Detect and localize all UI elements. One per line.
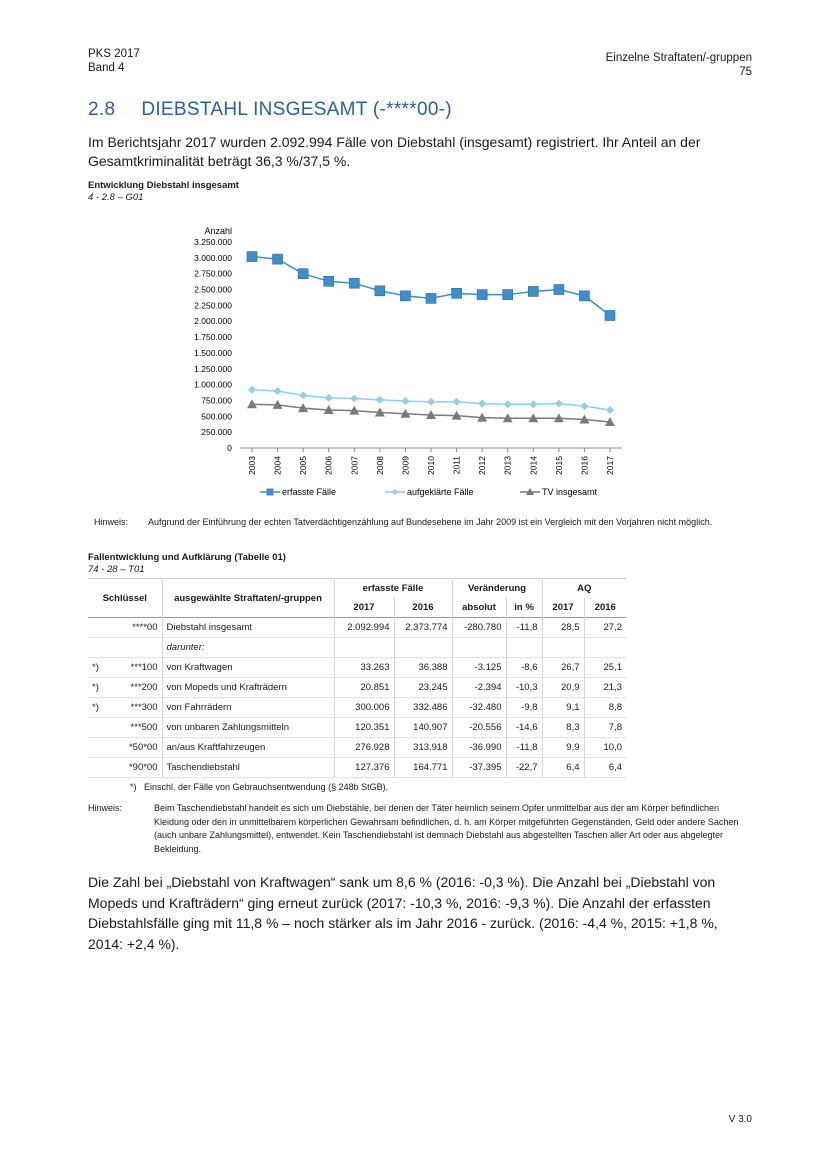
y-tick-label: 500.000 [201,411,232,422]
data-point-square [452,288,462,298]
x-tick-label: 2008 [374,456,385,475]
cell-pct: -14,6 [506,718,542,738]
cell-aq17: 8,3 [542,718,584,738]
data-point-square [426,293,436,303]
footnote-text: Einschl. der Fälle von Gebrauchsentwendung (§ 248b StGB). [144,782,389,792]
data-point-square [400,291,410,301]
version-label: V 3.0 [728,1114,752,1125]
cell-c2016: 332.486 [394,698,452,718]
cell-aq17: 9,9 [542,738,584,758]
cell-mark [88,618,118,638]
y-tick-label: 1.250.000 [194,363,232,374]
cell-c2017: 20.851 [334,678,394,698]
data-point-square [477,290,487,300]
y-tick-label: 2.000.000 [194,316,232,327]
cell-aq16: 27,2 [584,618,626,638]
cell-c2017: 33.263 [334,658,394,678]
cell-pct: -11,8 [506,738,542,758]
y-tick-label: 2.500.000 [194,284,232,295]
y-tick-label: 2.250.000 [194,300,232,311]
chart-caption-title: Entwicklung Diebstahl insgesamt [88,180,239,191]
section-heading: DIEBSTAHL INSGESAMT (-****00-) [141,99,452,120]
header-percent: in % [506,598,542,618]
y-tick-label: 750.000 [201,395,232,406]
cell-abs: -280.780 [452,618,506,638]
data-point-diamond [325,394,333,402]
data-point-diamond [606,406,614,414]
table-caption-code: 74 - 28 – T01 [88,564,145,575]
x-tick-label: 2005 [298,456,309,475]
legend-label: aufgeklärte Fälle [407,487,474,497]
cell-abs: -20.556 [452,718,506,738]
table-caption [88,552,286,576]
cell-name: von Fahrrädern [162,698,334,718]
data-point-diamond [427,398,435,406]
legend-label: erfasste Fälle [282,487,337,497]
cell-pct: -11,8 [506,618,542,638]
cell-key: ***500 [130,722,158,733]
section-title [88,99,452,121]
line-chart [160,222,640,504]
cell-key: ****00 [132,622,158,633]
header-right [606,51,752,79]
cell-aq17: 6,4 [542,758,584,778]
cell-aq17: 26,7 [542,658,584,678]
data-point-square [298,269,308,279]
cell-aq16: 8,8 [584,698,626,718]
cell-c2017: 120.351 [334,718,394,738]
cell-c2016: 140.907 [394,718,452,738]
cell-abs: -36.990 [452,738,506,758]
y-tick-label: 1.000.000 [194,379,232,390]
cell-pct: -9,8 [506,698,542,718]
cell-name: Diebstahl insgesamt [162,618,334,638]
x-tick-label: 2009 [400,456,411,475]
y-tick-label: 3.000.000 [194,252,232,263]
cell-aq17: 28,5 [542,618,584,638]
x-tick-label: 2014 [528,456,539,475]
x-tick-label: 2010 [426,456,436,475]
data-point-square [605,311,615,321]
data-point-square [324,276,334,286]
cell-c2017: 127.376 [334,758,394,778]
cell-mark: *) [92,702,99,713]
cell-c2017: 276.928 [334,738,394,758]
x-tick-label: 2013 [502,456,513,475]
data-point-diamond [478,400,486,408]
header-change: Veränderung [452,579,542,599]
data-point-diamond [555,400,563,408]
data-point-diamond [401,397,409,405]
cell-key: ***300 [130,702,158,713]
cell-mark: *) [92,682,99,693]
cell-key: ***100 [130,662,158,673]
x-tick-label: 2006 [323,456,334,475]
cell-c2017: 300.006 [334,698,394,718]
data-table [88,578,626,778]
hint-table [88,802,748,856]
cell-aq16: 10,0 [584,738,626,758]
y-tick-label: 0 [227,443,232,453]
table-row [88,738,626,758]
data-point-square [503,290,513,300]
cell-pct: -10,3 [506,678,542,698]
table-row [88,758,626,778]
header-key: Schlüssel [88,579,162,618]
report-name: PKS 2017 [88,48,140,60]
header-2016: 2016 [394,598,452,618]
legend-marker [267,489,274,496]
intro-paragraph: Im Berichtsjahr 2017 wurden 2.092.994 Fälle von Diebstahl (insgesamt) registriert. Ihr Anteil an der Gesamtkriminalität beträgt 36,3 %/37,5 %. [88,134,701,169]
cell-abs: -3.125 [452,658,506,678]
y-tick-label: 3.250.000 [194,237,232,247]
header-absolute: absolut [452,598,506,618]
data-point-diamond [453,398,461,406]
cell-name: von Mopeds und Krafträdern [162,678,334,698]
cell-aq16: 25,1 [584,658,626,678]
chart-caption-code: 4 - 2.8 – G01 [88,192,144,203]
cell-abs: -2.394 [452,678,506,698]
cell-aq16: 6,4 [584,758,626,778]
data-point-square [273,254,283,264]
footnote [130,782,388,792]
x-tick-label: 2007 [349,456,360,475]
cell-key: ***200 [130,682,158,693]
chart-caption [88,180,239,204]
x-tick-label: 2015 [553,456,564,475]
data-point-square [528,286,538,296]
cell-mark [88,718,118,738]
header-aq-2016: 2016 [584,598,626,618]
cell-key: *50*00 [128,742,158,753]
table-caption-title: Fallentwicklung und Aufklärung (Tabelle 01) [88,552,286,563]
cell-c2016: 36.388 [394,658,452,678]
hint-text: Aufgrund der Einführung der echten Tatverdächtigenzählung auf Bundesebene im Jahr 2009 ist ein Vergleich mit den Vorjahren nicht möglich. [148,517,713,527]
x-tick-label: 2003 [247,456,257,475]
cell-name: von Kraftwagen [162,658,334,678]
data-point-diamond [274,387,282,395]
data-point-square [579,291,589,301]
y-tick-label: 1.500.000 [194,347,232,358]
x-tick-label: 2016 [579,456,590,475]
header-group: ausgewählte Straftaten/-gruppen [162,579,334,618]
cell-aq17: 20,9 [542,678,584,698]
cell-aq17: 9,1 [542,698,584,718]
cell-name: Taschendiebstahl [162,758,334,778]
page-number: 75 [739,66,752,78]
cell-mark [88,758,118,778]
cell-pct: -8,6 [506,658,542,678]
x-tick-label: 2017 [605,456,615,475]
y-axis-label: Anzahl [204,226,232,236]
legend-marker [392,489,398,495]
cell-c2016: 313.918 [394,738,452,758]
volume-label: Band 4 [88,62,125,74]
cell-name: an/aus Kraftfahrzeugen [162,738,334,758]
legend-label: TV insgesamt [542,487,598,497]
header-left [88,47,140,75]
table-row [88,698,626,718]
cell-name: von unbaren Zahlungsmitteln [162,718,334,738]
data-point-diamond [376,396,384,404]
table-row [88,718,626,738]
cell-abs: -32.480 [452,698,506,718]
data-point-diamond [248,386,256,394]
x-tick-label: 2004 [272,456,283,475]
summary-paragraph: Die Zahl bei „Diebstahl von Kraftwagen“ sank um 8,6 % (2016: -0,3 %). Die Anzahl bei „Diebstahl von Mopeds und Krafträdern“ ging erneut zurück (2017: -10,3 %, 2016: -9,3 %). Die Anzahl der erfassten Diebstahlsfälle ging mit 11,8 % – noch stärker als im Jahr 2016 - zurück. (2016: -4,4 %, 2015: +1,8 %, 2014: +2,4 %). [88,874,718,952]
section-number: 2.8 [88,99,116,120]
cell-mark [88,738,118,758]
header-aq: AQ [542,579,626,599]
cell-c2017: 2.092.994 [334,618,394,638]
data-point-square [349,278,359,288]
cell-aq16: 21,3 [584,678,626,698]
footnote-mark: *) [130,782,137,792]
data-point-square [554,285,564,295]
data-point-diamond [504,400,512,408]
hint-text: Beim Taschendiebstahl handelt es sich um Diebstähle, bei denen der Täter heimlich seinem Opfer unmittelbar aus der am Körper befindlichen Kleidung oder den in unmittelbarem körperlichen Gewahrsam befindlichen, d. h. am Körper mitgeführten Gegenständen, Geld oder andere Sachen (auch unbare Zahlungsmittel), entwendet. Kein Taschendiebstahl ist demnach Diebstahl aus abgestellten Taschen aller Art oder aus abgelegter Bekleidung. [154,803,739,854]
table-row [88,638,626,658]
header-cases: erfasste Fälle [334,579,452,599]
data-point-diamond [350,395,358,403]
data-point-square [375,286,385,296]
cell-mark: *) [92,662,99,673]
header-2017: 2017 [334,598,394,618]
table-row [88,678,626,698]
x-tick-label: 2011 [451,456,462,475]
data-point-diamond [299,391,307,399]
y-tick-label: 1.750.000 [194,332,232,343]
data-point-square [247,252,257,262]
header-aq-2017: 2017 [542,598,584,618]
cell-aq16: 7,8 [584,718,626,738]
table-body [88,618,626,778]
y-tick-label: 2.750.000 [194,268,232,279]
chapter-label: Einzelne Straftaten/-gruppen [605,52,752,64]
darunter-label: darunter: [166,642,205,653]
cell-c2016: 164.771 [394,758,452,778]
cell-c2016: 23.245 [394,678,452,698]
cell-key: *90*00 [128,762,158,773]
hint-label: Hinweis: [88,803,123,813]
table-row [88,618,626,638]
data-point-diamond [580,402,588,410]
cell-abs: -37.395 [452,758,506,778]
cell-c2016: 2.373.774 [394,618,452,638]
hint-chart [94,516,754,528]
cell-pct: -22,7 [506,758,542,778]
x-tick-label: 2012 [477,456,488,475]
table-row [88,658,626,678]
y-tick-label: 250.000 [201,427,232,438]
data-point-diamond [529,400,537,408]
hint-label: Hinweis: [94,517,129,527]
